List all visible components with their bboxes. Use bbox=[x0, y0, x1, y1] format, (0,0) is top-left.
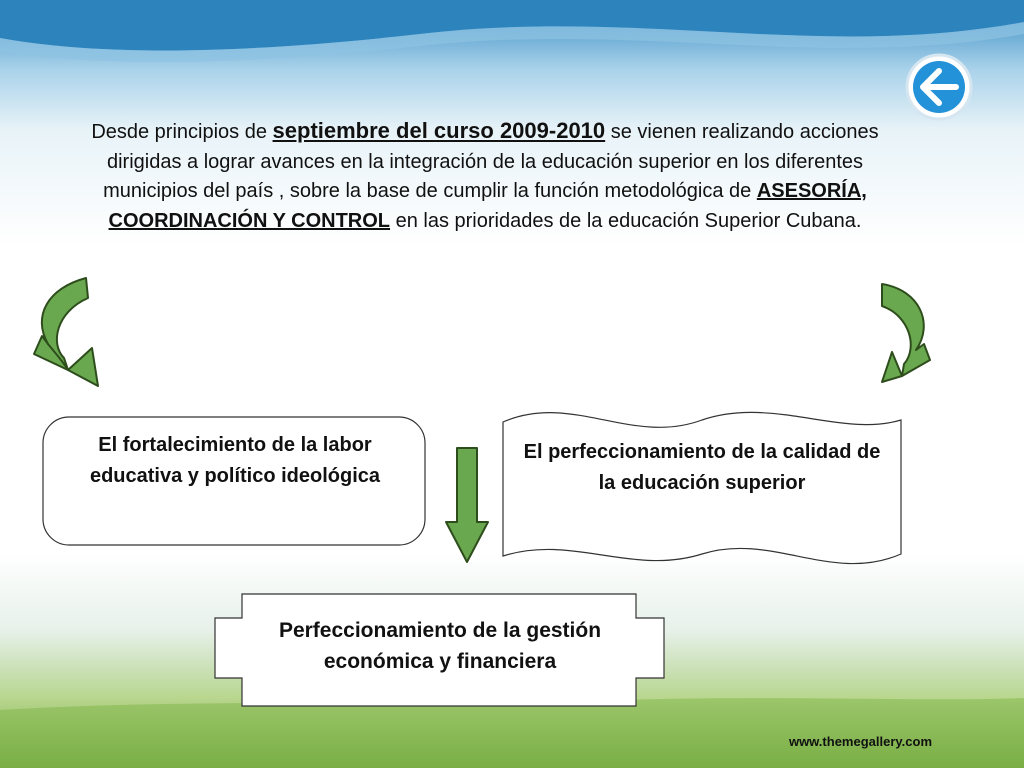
intro-text-1: Desde principios de bbox=[91, 121, 273, 143]
footer-url: www.themegallery.com bbox=[788, 734, 932, 749]
back-button[interactable] bbox=[904, 52, 974, 122]
intro-text-3: en las prioridades de la educación Superior Cubana. bbox=[390, 209, 862, 232]
intro-text-2: se vienen realizando acciones dirigidas a lograr avances en la integración de la educación superior en los diferentes municipios del país , sobre la base de cumplir la función metodológica de bbox=[103, 121, 879, 202]
down-arrow-icon bbox=[444, 446, 490, 564]
intro-highlight-date: septiembre del curso 2009-2010 bbox=[272, 118, 606, 143]
header-wave bbox=[0, 0, 1024, 70]
left-box-text: El fortalecimiento de la labor educativa y político ideológica bbox=[89, 434, 381, 487]
curved-arrow-left-icon bbox=[28, 274, 104, 390]
right-box-text: El perfeccionamiento de la calidad de la educación superior bbox=[523, 441, 881, 494]
bottom-box-text: Perfeccionamiento de la gestión económica y financiera bbox=[278, 619, 602, 673]
intro-highlight-functions: ASESORÍA, COORDINACIÓN Y CONTROL bbox=[108, 180, 867, 232]
curved-arrow-right-icon bbox=[878, 278, 938, 384]
intro-paragraph bbox=[80, 116, 890, 236]
back-arrow-icon bbox=[904, 52, 974, 122]
